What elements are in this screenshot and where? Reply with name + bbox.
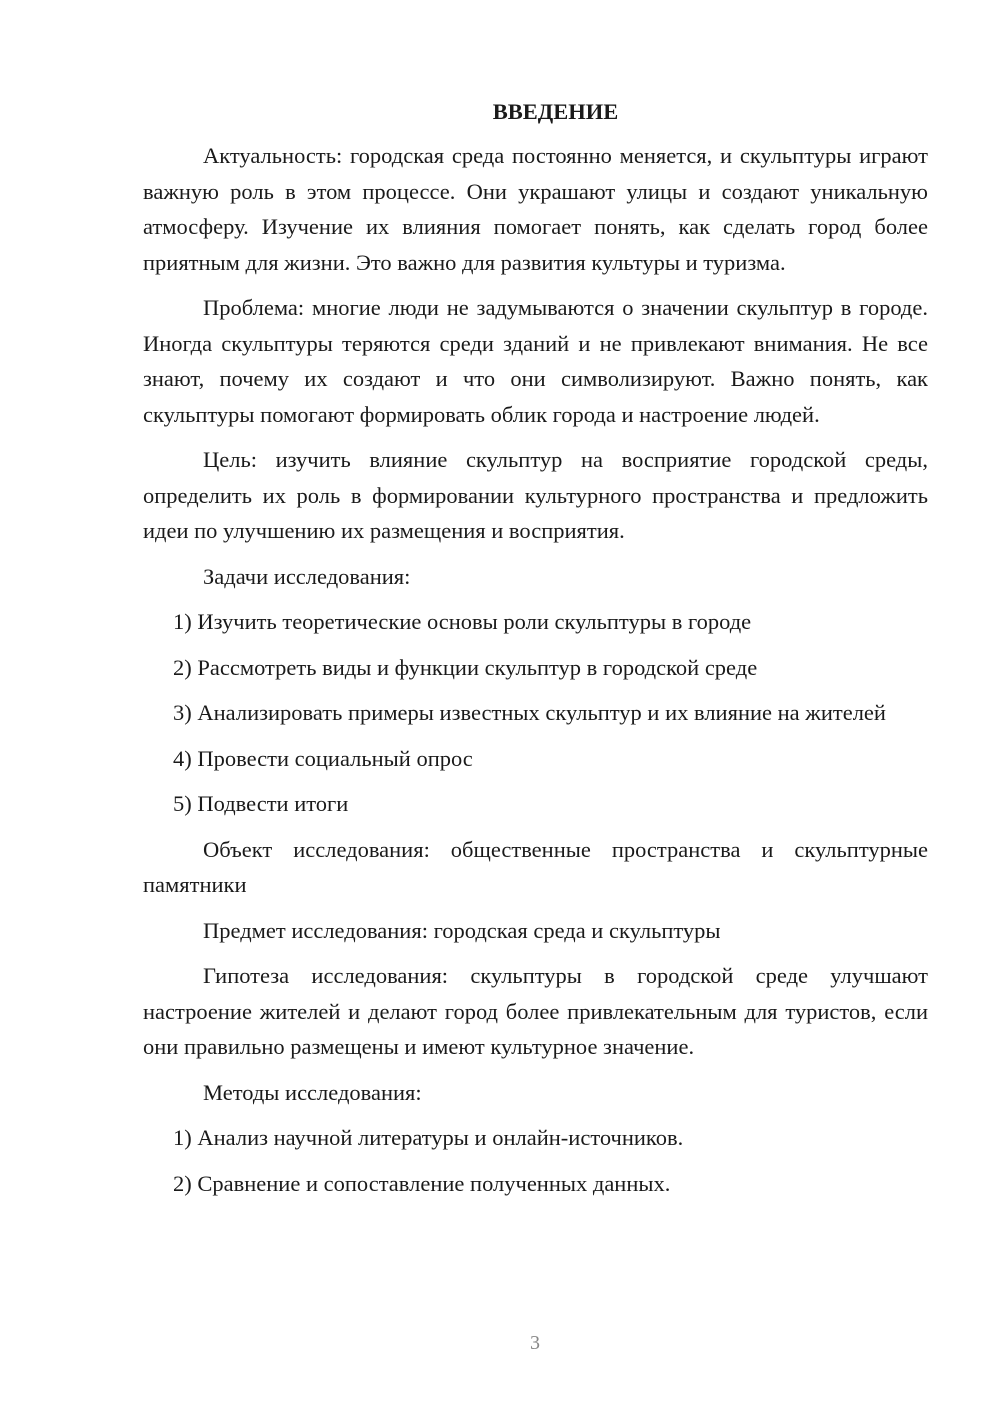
list-item-task-3: 3) Анализировать примеры известных скульптур и их влияние на жителей [173, 700, 886, 725]
paragraph-relevance: Актуальность: городская среда постоянно меняется, и скульптуры играют важную роль в этом процессе. Они украшают улицы и создают уникальную атмосферу. Изучение их влияния помогает понять, как сделать город более приятным для жизни. Это важно для развития культуры и туризма. [143, 143, 928, 275]
paragraph-goal: Цель: изучить влияние скульптур на восприятие городской среды, определить их роль в формировании культурного пространства и предложить идеи по улучшению их размещения и восприятия. [143, 447, 928, 543]
list-item-method-1: 1) Анализ научной литературы и онлайн-источников. [173, 1125, 684, 1150]
paragraph-subject: Предмет исследования: городская среда и скульптуры [203, 917, 721, 943]
paragraph-problem: Проблема: многие люди не задумываются о значении скульптур в городе. Иногда скульптуры теряются среди зданий и не привлекают внимания. Не все знают, почему их создают и что они символизируют. Важно понять, как скульптуры помогают формировать облик города и настроение людей. [143, 295, 928, 427]
paragraph-methods-title: Методы исследования: [203, 1079, 422, 1105]
list-item-task-4: 4) Провести социальный опрос [173, 745, 473, 771]
list-item-task-2: 2) Рассмотреть виды и функции скульптур в городской среде [173, 654, 758, 680]
page-number: 3 [530, 1332, 540, 1354]
paragraph-tasks-title: Задачи исследования: [203, 563, 411, 589]
list-item-task-1: 1) Изучить теоретические основы роли скульптуры в городе [173, 609, 752, 634]
page-title: ВВЕДЕНИЕ [492, 99, 619, 124]
paragraph-hypothesis: Гипотеза исследования: скульптуры в городской среде улучшают настроение жителей и делают город более привлекательным для туристов, если они правильно размещены и имеют культурное значение. [143, 963, 928, 1059]
document-page [143, 96, 928, 1211]
list-item-method-2: 2) Сравнение и сопоставление полученных данных. [173, 1170, 671, 1196]
list-item-task-5: 5) Подвести итоги [173, 791, 349, 816]
paragraph-object: Объект исследования: общественные пространства и скульптурные памятники [143, 836, 928, 897]
